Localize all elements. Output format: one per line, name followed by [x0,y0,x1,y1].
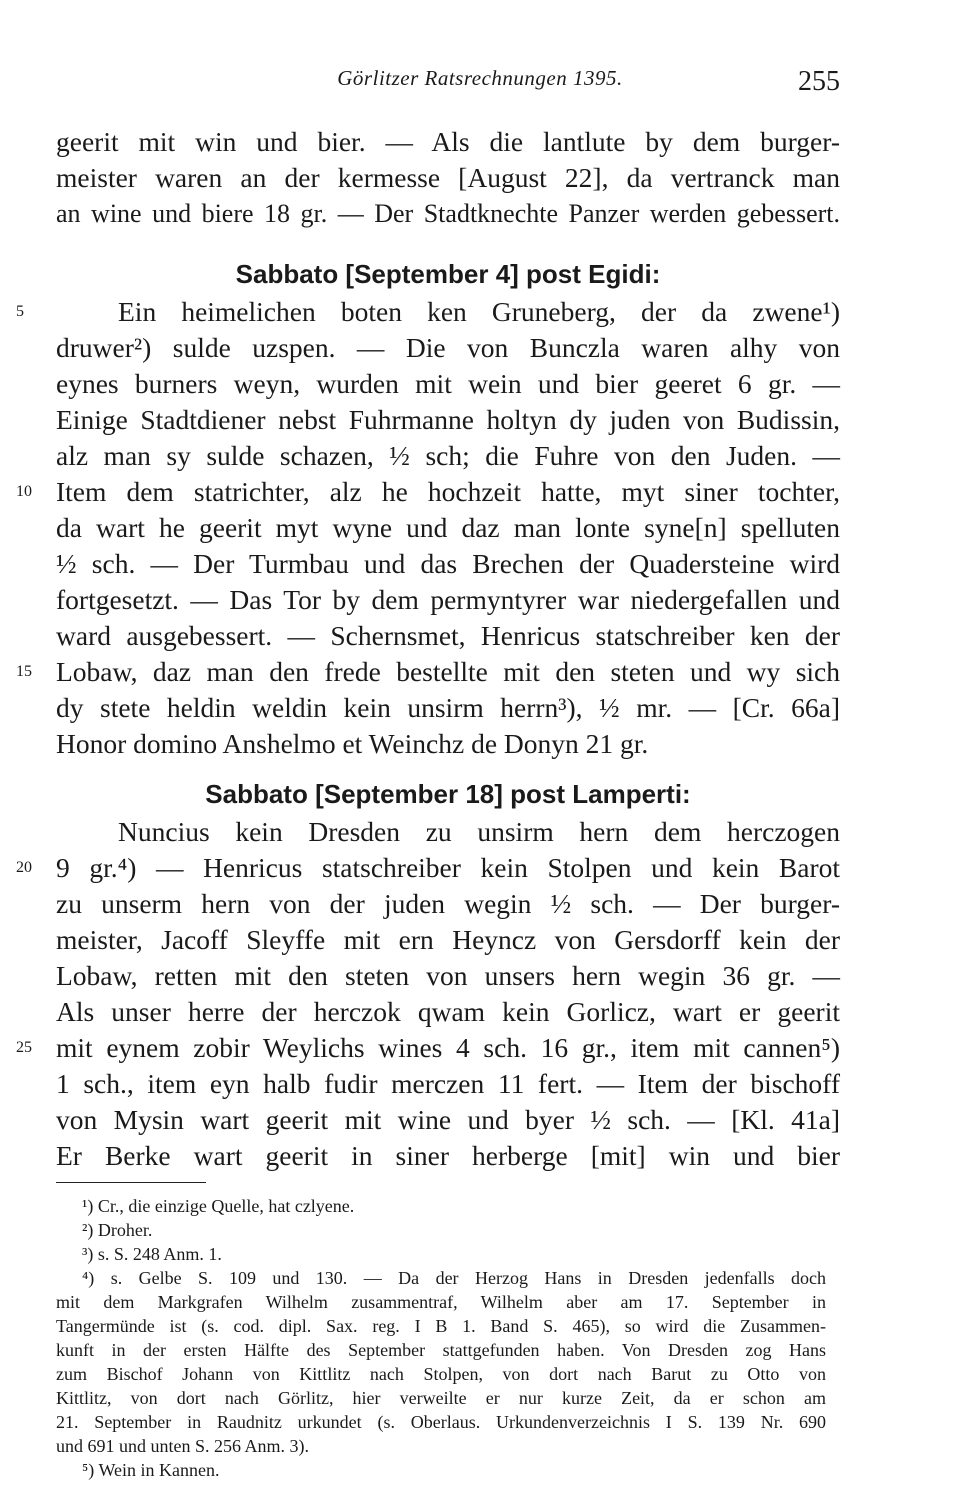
running-header: Görlitzer Ratsrechnungen 1395. [337,66,623,90]
line-number: 10 [16,483,32,500]
text-line: geerit mit win und bier. — Als die lantlute by dem burger- [56,126,840,157]
footnote-divider [56,1182,206,1183]
text-line: zu unserm hern von der juden wegin ½ sch. — Der burger- [56,888,840,919]
text-line: meister, Jacoff Sleyffe mit ern Heyncz von Gersdorff kein der [56,924,840,955]
footnote: ⁵) Wein in Kannen. [82,1460,220,1480]
text-line: Honor domino Anshelmo et Weinchz de Donyn 21 gr. [56,728,649,759]
section-heading: Sabbato [September 18] post Lamperti: [205,779,691,809]
footnote: ¹) Cr., die einzige Quelle, hat czlyene. [82,1196,355,1216]
footnote-continuation: kunft in der ersten Hälfte des September stattgefunden haben. Von Dresden zog Hans [56,1340,826,1360]
line-number: 25 [16,1039,32,1056]
line-number: 20 [16,859,32,876]
footnote: ⁴) s. Gelbe S. 109 und 130. — Da der Herzog Hans in Dresden jedenfalls doch [82,1268,826,1288]
text-line: Item dem statrichter, alz he hochzeit hatte, myt siner tochter, [56,476,840,507]
text-line: von Mysin wart geerit mit wine und byer ½ sch. — [Kl. 41a] [56,1104,840,1135]
text-line: Nuncius kein Dresden zu unsirm hern dem herczogen [118,816,840,847]
footnote-continuation: mit dem Markgrafen Wilhelm zusammentraf, Wilhelm aber am 17. September in [56,1292,826,1312]
text-line: 1 sch., item eyn halb fudir merczen 11 fert. — Item der bischoff [56,1068,840,1099]
text-line: ½ sch. — Der Turmbau und das Brechen der Quadersteine wird [56,548,840,579]
text-line: ward ausgebessert. — Schernsmet, Henricus statschreiber ken der [56,620,840,651]
footnote-continuation: Kittlitz, von dort nach Görlitz, hier verweilte er nur kurze Zeit, da er schon am [56,1388,826,1408]
text-line: mit eynem zobir Weylichs wines 4 sch. 16 gr., item mit cannen⁵) [56,1032,840,1063]
text-line: da wart he geerit myt wyne und daz man lonte syne[n] spelluten [56,512,840,543]
line-number: 15 [16,663,32,680]
section-heading: Sabbato [September 4] post Egidi: [235,259,661,289]
text-line: an wine und biere 18 gr. — Der Stadtknechte Panzer werden gebessert. [56,199,840,228]
text-line: Er Berke wart geerit in siner herberge [mit] win und bier [56,1140,840,1171]
footnote-continuation: Tangermünde ist (s. cod. dipl. Sax. reg. I B 1. Band S. 465), so wird die Zusammen- [56,1316,826,1336]
text-line: eynes burners weyn, wurden mit wein und bier geeret 6 gr. — [56,368,840,399]
footnote: ²) Droher. [82,1220,153,1240]
footnote-continuation: zum Bischof Johann von Kittlitz nach Stolpen, von dort nach Barut zu Otto von [56,1364,826,1384]
text-line: Einige Stadtdiener nebst Fuhrmanne holtyn dy juden von Budissin, [56,404,840,435]
footnote: ³) s. S. 248 Anm. 1. [82,1244,222,1264]
footnote-continuation: und 691 und unten S. 256 Anm. 3). [56,1436,310,1456]
text-line: meister waren an der kermesse [August 22], da vertranck man [56,162,840,193]
line-number: 5 [16,303,24,320]
text-line: Lobaw, retten mit den steten von unsers hern wegin 36 gr. — [56,960,840,991]
text-line: 9 gr.⁴) — Henricus statschreiber kein Stolpen und kein Barot [56,852,840,883]
text-line: fortgesetzt. — Das Tor by dem permyntyrer war niedergefallen und [56,584,840,615]
text-line: Ein heimelichen boten ken Gruneberg, der da zwene¹) [118,296,840,327]
text-line: Als unser herre der herczok qwam kein Gorlicz, wart er geerit [56,996,840,1027]
page-number: 255 [798,66,840,97]
text-line: dy stete heldin weldin kein unsirm herrn³), ½ mr. — [Cr. 66a] [56,692,840,723]
text-line: alz man sy sulde schazen, ½ sch; die Fuhre von den Juden. — [56,440,840,471]
text-line: Lobaw, daz man den frede bestellte mit den steten und wy sich [56,656,840,687]
text-line: druwer²) sulde uzspen. — Die von Bunczla waren alhy von [56,332,840,363]
footnote-continuation: 21. September in Raudnitz urkundet (s. Oberlaus. Urkundenverzeichnis I S. 139 Nr. 690 [56,1412,826,1432]
